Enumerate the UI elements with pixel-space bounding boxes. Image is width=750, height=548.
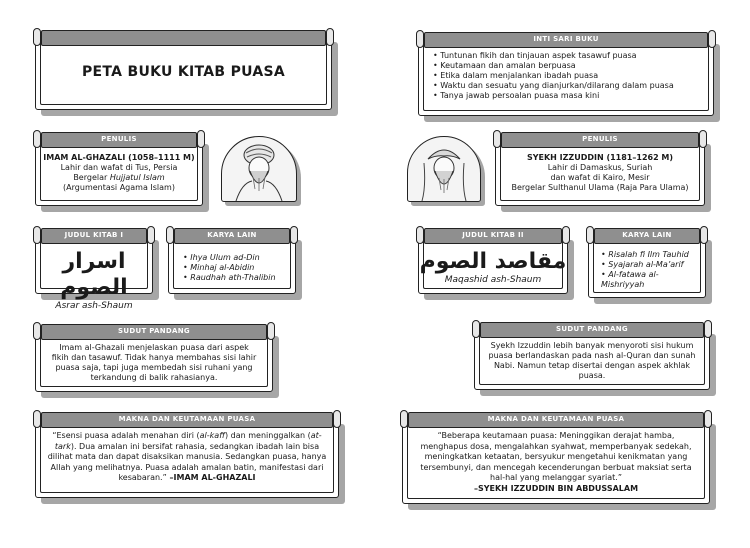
- book-title-right: [419, 249, 567, 285]
- list-item: • Tuntunan fikih dan tinjauan aspek tasawuf puasa: [433, 51, 713, 61]
- portrait-right: [407, 136, 481, 202]
- book-title-left: [36, 249, 152, 311]
- list-item: • Minhaj al-Abidin: [183, 263, 295, 273]
- list-item: • Raudhah ath-Thalibin: [183, 273, 295, 283]
- author-death: dan wafat di Kairo, Mesir: [550, 173, 650, 182]
- works-header-right: KARYA LAIN: [594, 228, 700, 244]
- book-header-right: JUDUL KITAB II: [424, 228, 562, 244]
- view-text-right: Syekh Izzuddin lebih banyak menyoroti sisi hukum puasa berlandaskan pada nash al-Quran dan sunah Nabi. Namun tetap disertai dengan aspek akhlak puasa.: [488, 341, 696, 380]
- book-header-left: JUDUL KITAB I: [41, 228, 147, 244]
- view-header-left: SUDUT PANDANG: [41, 324, 267, 340]
- quote-attribution: –SYEKH IZZUDDIN BIN ABDUSSALAM: [473, 483, 639, 493]
- list-item: • Waktu dan sesuatu yang dianjurkan/dilarang dalam puasa: [433, 81, 713, 91]
- author-title-line: Bergelar Hujjatul Islam: [73, 173, 165, 182]
- works-list-right: [601, 250, 701, 290]
- virtue-card-right: [402, 415, 710, 504]
- view-card-left: [35, 327, 273, 392]
- author-name: IMAM AL-GHAZALI (1058–1111 M): [43, 153, 195, 162]
- author-info-right: [496, 153, 704, 193]
- virtue-card-left: [35, 415, 339, 498]
- title-card: [35, 36, 332, 110]
- author-card-right: [495, 135, 705, 206]
- author-name: SYEKH IZZUDDIN (1181–1262 M): [526, 153, 674, 162]
- book-arabic-title: مقاصد الصوم: [419, 249, 567, 274]
- author-title-line: Bergelar Sulthanul Ulama (Raja Para Ulama): [511, 183, 689, 192]
- list-item: • Tanya jawab persoalan puasa masa kini: [433, 91, 713, 101]
- author-info-left: [36, 153, 202, 193]
- summary-header: INTI SARI BUKU: [424, 32, 708, 48]
- summary-card: [418, 35, 714, 116]
- title-card-banner: [41, 30, 326, 46]
- page-title: PETA BUKU KITAB PUASA: [81, 64, 286, 80]
- portrait-left: [221, 136, 297, 202]
- list-item: • Etika dalam menjalankan ibadah puasa: [433, 71, 713, 81]
- works-list-left: [183, 253, 295, 283]
- view-text-left: Imam al-Ghazali menjelaskan puasa dari aspek fikih dan tasawuf. Tidak hanya membahas sisi lahir puasa saja, tapi juga membedah sisi ruhani yang terkandung di balik rahasianya.: [51, 343, 257, 382]
- view-header-right: SUDUT PANDANG: [480, 322, 704, 338]
- book-card-right: [418, 231, 568, 294]
- book-transliteration: Asrar ash-Shaum: [55, 301, 133, 311]
- book-transliteration: Maqashid ash-Shaum: [444, 275, 542, 285]
- virtue-header-left: MAKNA DAN KEUTAMAAN PUASA: [41, 412, 333, 428]
- author-header-right: PENULIS: [501, 132, 699, 148]
- book-arabic-title: اسرار الصوم: [60, 249, 128, 300]
- summary-list: [433, 51, 713, 101]
- quote-attribution: –IMAM AL-GHAZALI: [166, 473, 256, 482]
- author-birth: Lahir di Damaskus, Suriah: [547, 163, 653, 172]
- list-item: • Risalah fi Ilm Tauhid: [601, 250, 701, 260]
- list-item: • Ihya Ulum ad-Din: [183, 253, 295, 263]
- virtue-quote-left: “Esensi puasa adalah menahan diri (al-kaff) dan meninggalkan (at-tark). Dua amalan ini bersifat rahasia, sedangkan ibadah lain bisa dilihat mata dan dapat disaksikan manusia. Sedangkan puasa, hanya Allah yang melihatnya. Puasa adalah amalan batin, manifestasi dari kesabaran.” –IMAM AL-GHAZALI: [47, 431, 327, 482]
- list-item: • Al-fatawa al-Mishriyyah: [601, 270, 701, 290]
- works-header-left: KARYA LAIN: [174, 228, 290, 244]
- list-item: • Syajarah al-Ma’arif: [601, 260, 701, 270]
- view-card-right: [474, 325, 710, 390]
- book-card-left: [35, 231, 153, 311]
- scholar-turban-portrait-icon: [408, 137, 480, 201]
- author-card-left: [35, 135, 203, 206]
- author-birth: Lahir dan wafat di Tus, Persia: [60, 163, 178, 172]
- virtue-header-right: MAKNA DAN KEUTAMAAN PUASA: [408, 412, 704, 428]
- works-card-left: [168, 231, 296, 294]
- author-title-meaning: (Argumentasi Agama Islam): [63, 183, 175, 192]
- works-card-right: [588, 231, 706, 298]
- author-header-left: PENULIS: [41, 132, 197, 148]
- virtue-quote-right: “Beberapa keutamaan puasa: Meninggikan derajat hamba, menghapus dosa, mengalahkan syahwat, memperbanyak sedekah, meningkatkan ketaatan, bersyukur mengetahui kenikmatan yang tersembunyi, dan mencegah kecenderungan berbuat maksiat serta hal-hal yang melanggar syariat.” –SYEKH IZZUDDIN BIN ABDUSSALAM: [420, 431, 692, 493]
- scholar-turban-portrait-icon: [222, 137, 296, 201]
- list-item: • Keutamaan dan amalan berpuasa: [433, 61, 713, 71]
